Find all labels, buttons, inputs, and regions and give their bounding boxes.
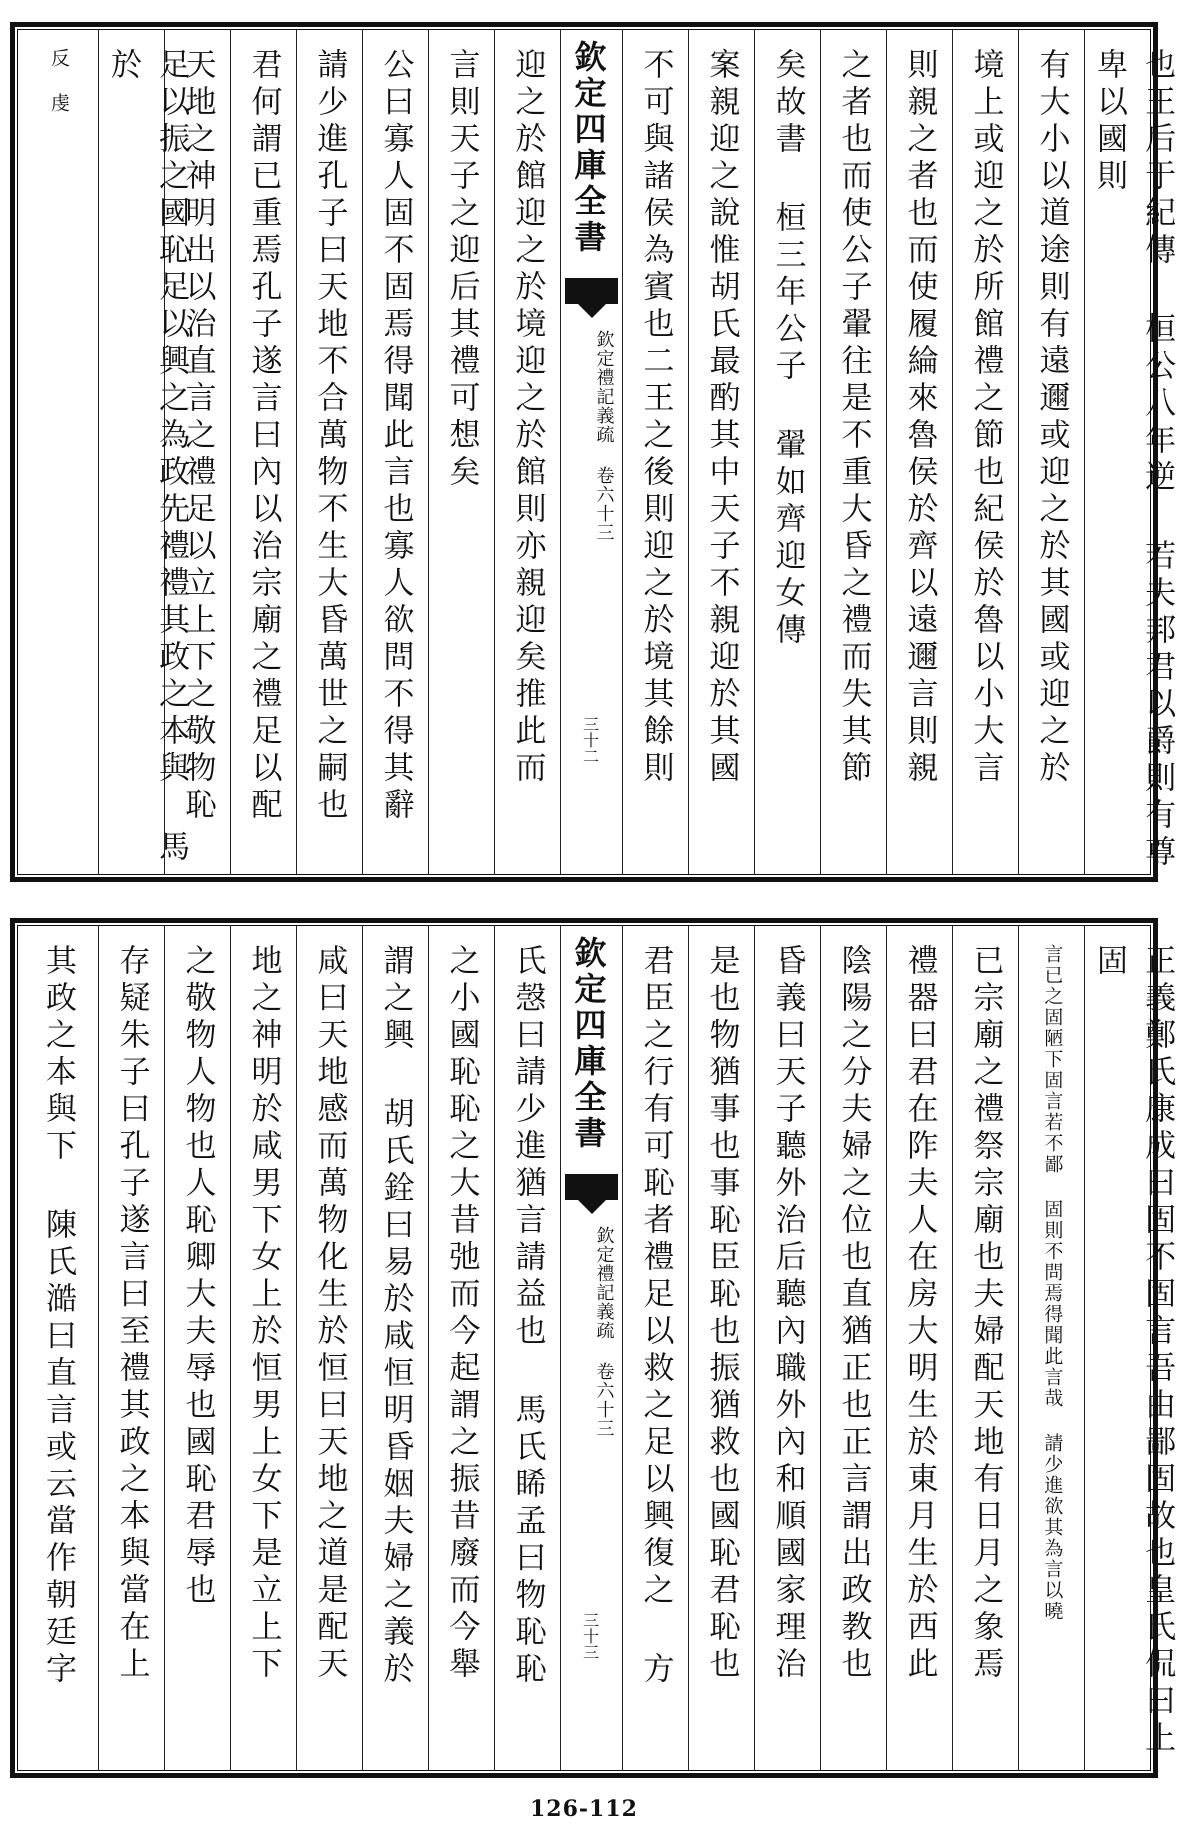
spine-page-number: 三十二 [580,716,600,764]
text-column: 陰陽之分夫婦之位也直猶正也正言謂出政教也 [820,926,886,1770]
text-column: 公曰寡人固不固焉得聞此言也寡人欲問不得其辭 [362,30,428,874]
spine-book-title: 欽定禮記義疏 卷六十三 [593,1226,615,1438]
page-spine [560,30,622,874]
text-column: 地之神明於咸男下女上於恒男上女下是立上下 [230,926,296,1770]
fish-tail-mark [565,278,618,304]
spine-page-number: 三十三 [580,1612,600,1660]
text-column: 言已之固陋下固言若不鄙 固則不問焉得聞此言哉 請少進欲其為言以曉 [1018,926,1084,1770]
text-column: 有大小以道途則有遠邇或迎之於其國或迎之於 [1018,30,1084,874]
text-column: 反 虔 [47,48,70,114]
page-spine [560,926,622,1770]
top-page [10,22,1176,882]
top-page-inner-border [17,29,1176,875]
text-column: 之小國恥恥之大昔弛而今起謂之振昔廢而今舉 [428,926,494,1770]
text-column: 迎之於館迎之於境迎之於館則亦親迎矣推此而 [494,30,560,874]
text-column: 已宗廟之禮祭宗廟也夫婦配天地有日月之象焉 [952,926,1018,1770]
text-column: 矣故書 桓三年公子 翬如齊迎女傳 [754,30,820,874]
text-column: 咸曰天地感而萬物化生於恒曰天地之道是配天 [296,926,362,1770]
bottom-page [10,918,1176,1778]
text-column: 是也物猶事也事恥臣恥也振猶救也國恥君恥也 [688,926,754,1770]
text-column: 足以振之國恥足以興之為政先禮禮其政之本與 馬 於 [98,30,164,874]
bottom-page-inner-border [17,925,1176,1771]
text-column: 天地之神明出以治直言之禮足以立上下之敬物恥 [164,30,230,874]
text-column: 不可與諸侯為賓也二王之後則迎之於境其餘則 [622,30,688,874]
page-footer-number: 126-112 [530,1796,638,1822]
text-column: 則親之者也而使履綸來魯侯於齊以遠邇言則親 [886,30,952,874]
bottom-page-columns [18,926,1176,1770]
text-column: 禮器曰君在阼夫人在房大明生於東月生於西此 [886,926,952,1770]
text-column: 也王后于紀傳 桓公八年逆 若夫邦君以爵則有尊卑以國則 [1084,30,1150,874]
spine-title: 欽定四庫全書 [569,936,608,1152]
text-column: 請少進孔子曰天地不合萬物不生大昏萬世之嗣也 [296,30,362,874]
spine-book-title: 欽定禮記義疏 卷六十三 [593,330,615,542]
text-column: 其政之本與下 陳氏澔曰直言或云當作朝廷字 [40,944,77,1689]
text-column: 氏愨曰請少進猶言請益也 馬氏睎孟曰物恥恥 [494,926,560,1770]
text-column: 君何謂已重焉孔子遂言曰內以治宗廟之禮足以配 [230,30,296,874]
top-page-columns [18,30,1176,874]
text-column: 境上或迎之於所館禮之節也紀侯於魯以小大言 [952,30,1018,874]
spine-title: 欽定四庫全書 [569,40,608,256]
fish-tail-mark [565,1174,618,1200]
text-column: 君臣之行有可恥者禮足以救之足以興復之 方 [622,926,688,1770]
text-column: 案親迎之說惟胡氏最酌其中天子不親迎於其國 [688,30,754,874]
text-column: 正義鄭氏康成曰固不固言吾由鄙固故也皇氏侃曰上固 [1084,926,1150,1770]
text-column: 言則天子之迎后其禮可想矣 [428,30,494,874]
text-column: 昏義曰天子聽外治后聽內職外內和順國家理治 [754,926,820,1770]
text-column: 謂之興 胡氏銓曰易於咸恒明昏姻夫婦之義於 [362,926,428,1770]
text-column: 存疑朱子曰孔子遂言曰至禮其政之本與當在上 [98,926,164,1770]
text-column: 之敬物人物也人恥卿大夫辱也國恥君辱也 [164,926,230,1770]
text-column: 之者也而使公子翬往是不重大昏之禮而失其節 [820,30,886,874]
